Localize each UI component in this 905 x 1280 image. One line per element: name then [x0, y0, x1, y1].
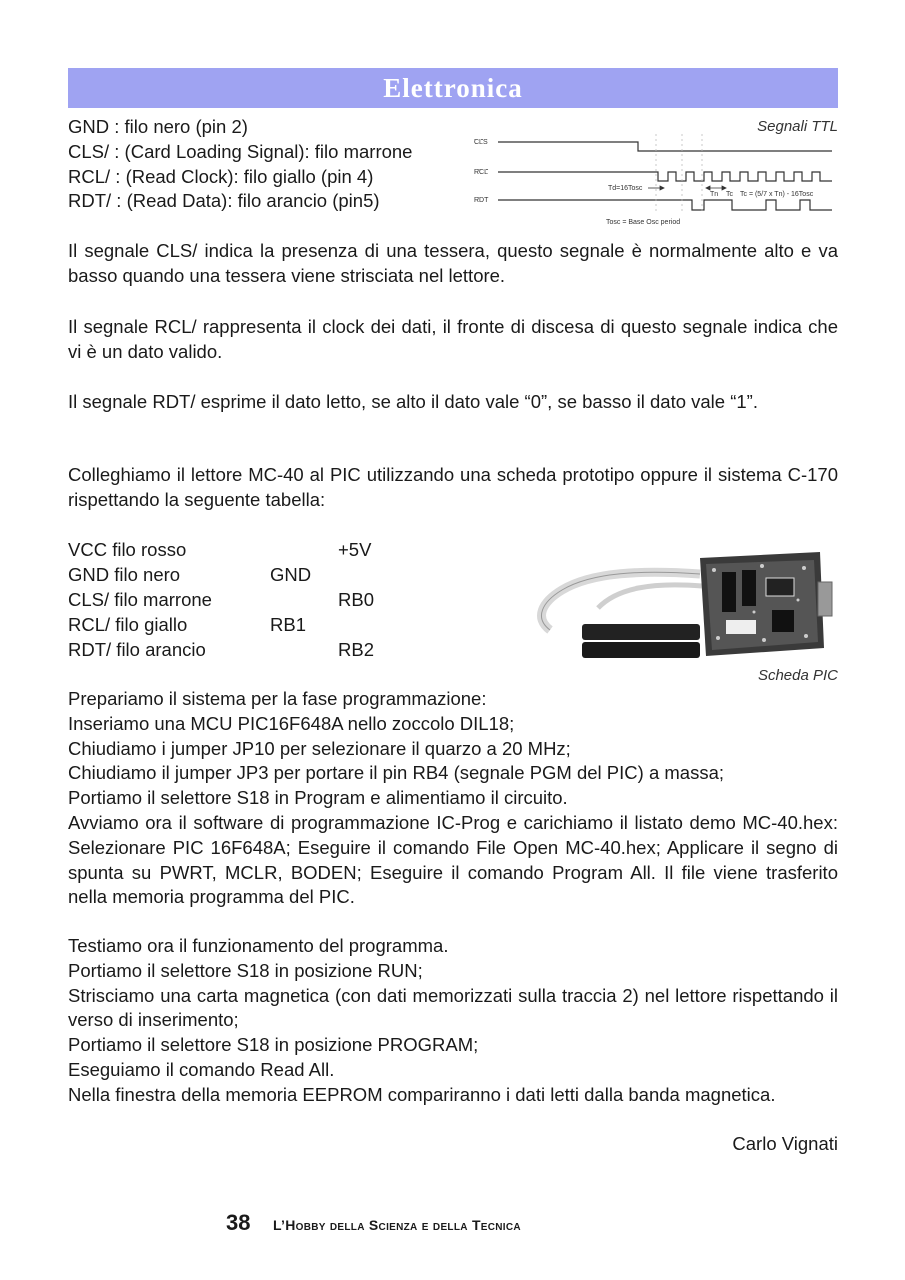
tc-formula: Tc = (5/7 x Tn) - 16Tosc [740, 191, 814, 198]
step-line: Avviamo ora il software di programmazione IC-Prog e carichiamo il listato demo MC-40.hex: Selezionare PIC 16F648A; Eseguire il comando File Open MC-40.hex; Applicare il segno di spunta su PWRT, MCLR, BODEN; Eseguire il comando Program All. Il file viene trasferito nella memoria programma del PIC. [68, 811, 838, 908]
pic-board-photo [522, 552, 840, 664]
signal-label-rdt: RDT [474, 197, 489, 204]
table-row: RCL/ filo giallo RB1 [68, 614, 306, 635]
timing-caption: Segnali TTL [757, 118, 838, 135]
programming-steps [68, 687, 838, 910]
tosc-label: Tosc = Base Osc period [606, 219, 681, 226]
table-row: RDT/ filo arancio RB2 [68, 639, 374, 660]
author-signature: Carlo Vignati [732, 1133, 838, 1154]
page-number: 38 [226, 1210, 251, 1235]
test-steps [68, 934, 838, 1108]
step-line: Chiudiamo i jumper JP10 per selezionare il quarzo a 20 MHz; [68, 737, 571, 759]
td-label: Td=16Tosc [608, 185, 643, 192]
step-line: Eseguiamo il comando Read All. [68, 1058, 335, 1080]
tn-label: Tn [710, 191, 719, 198]
pin-item: GND : filo nero (pin 2) [68, 116, 248, 137]
photo-caption: Scheda PIC [757, 667, 838, 684]
rdt-waveform [498, 200, 832, 210]
step-line: Portiamo il selettore S18 in Program e alimentiamo il circuito. [68, 787, 568, 809]
cls-waveform [498, 142, 832, 151]
step-line: Strisciamo una carta magnetica (con dati memorizzati sulla traccia 2) nel lettore rispettando il verso di inserimento; [68, 984, 838, 1031]
pin-item: RDT/ : (Read Data): filo arancio (pin5) [68, 190, 380, 212]
tc-label: Tc [726, 191, 733, 198]
table-row: VCC filo rosso +5V [68, 539, 372, 560]
step-line: Prepariamo il sistema per la fase programmazione: [68, 688, 487, 709]
signal-label-rcl: RCL [474, 169, 489, 176]
step-line: Portiamo il selettore S18 in posizione PROGRAM; [68, 1034, 479, 1056]
timing-diagram [470, 134, 840, 230]
section-banner: Elettronica [68, 68, 838, 108]
paragraph-rdt: Il segnale RDT/ esprime il dato letto, se alto il dato vale “0”, se basso il dato vale “1”. [68, 391, 758, 412]
table-row: CLS/ filo marrone RB0 [68, 589, 374, 610]
pin-item: CLS/ : (Card Loading Signal): filo marrone [68, 140, 413, 162]
step-line: Testiamo ora il funzionamento del programma. [68, 935, 449, 956]
paragraph-cls: Il segnale CLS/ indica la presenza di una tessera, questo segnale è normalmente alto e va basso quando una tessera viene strisciata nel lettore. [68, 240, 838, 286]
journal-name: L’Hobby della Scienza e della Tecnica [272, 1217, 521, 1233]
step-line: Chiudiamo il jumper JP3 per portare il pin RB4 (segnale PGM del PIC) a massa; [68, 762, 725, 784]
paragraph-rcl: Il segnale RCL/ rappresenta il clock dei dati, il fronte di discesa di questo segnale indica che vi è un dato valido. [68, 316, 838, 362]
pin-item: RCL/ : (Read Clock): filo giallo (pin 4) [68, 165, 374, 187]
pin-list [68, 115, 412, 214]
signal-label-cls: CLS [474, 139, 488, 146]
paragraph-connect: Colleghiamo il lettore MC-40 al PIC utilizzando una scheda prototipo oppure il sistema C-170 rispettando la seguente tabella: [68, 464, 838, 510]
page-footer [226, 1210, 521, 1236]
connection-table [68, 537, 448, 662]
step-line: Nella finestra della memoria EEPROM compariranno i dati letti dalla banda magnetica. [68, 1083, 776, 1105]
step-line: Portiamo il selettore S18 in posizione RUN; [68, 959, 423, 981]
table-row: GND filo nero GND [68, 564, 312, 585]
rcl-waveform [498, 172, 832, 181]
step-line: Inseriamo una MCU PIC16F648A nello zoccolo DIL18; [68, 712, 515, 734]
